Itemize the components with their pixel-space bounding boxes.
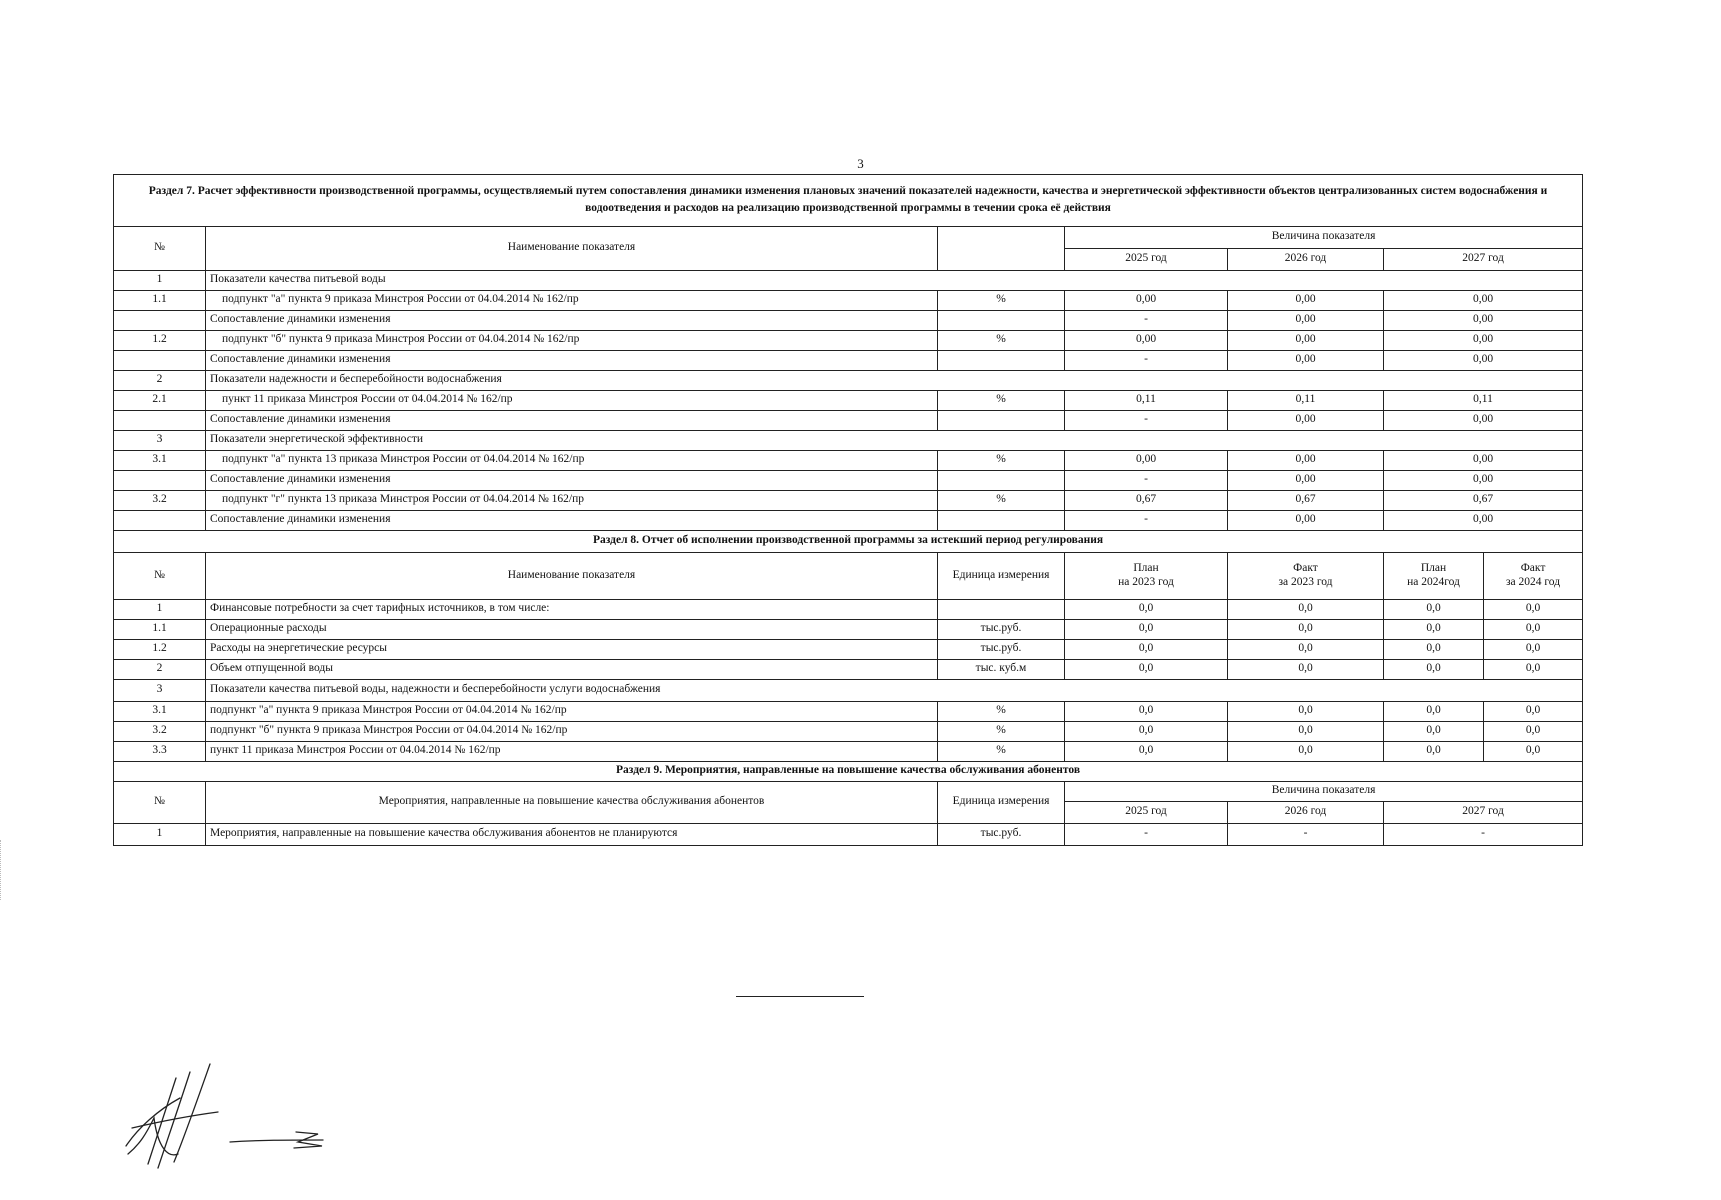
group-name: Показатели качества питьевой воды, надежности и бесперебойности услуги водоснабжения [206, 679, 1583, 701]
value-cell: 0,0 [1228, 599, 1384, 619]
value-cell: 0,0 [1065, 701, 1228, 721]
table-row [114, 721, 1583, 741]
table-row [114, 410, 1583, 430]
value-cell: 0,00 [1065, 290, 1228, 310]
value-cell: 0,67 [1228, 490, 1384, 510]
page-number: 3 [857, 156, 864, 171]
group-name: Показатели надежности и бесперебойности водоснабжения [206, 370, 1583, 390]
value-cell: 0,0 [1065, 721, 1228, 741]
value-cell: 0,00 [1384, 470, 1583, 490]
value-cell: 0,11 [1384, 390, 1583, 410]
value-cell: 0,00 [1228, 450, 1384, 470]
value-cell: 0,0 [1065, 659, 1228, 679]
table-row [114, 510, 1583, 530]
table-row [114, 310, 1583, 330]
value-cell: 0,00 [1228, 310, 1384, 330]
value-cell: - [1065, 823, 1228, 845]
unit-cell [938, 350, 1065, 370]
row-number: 1.1 [114, 619, 206, 639]
unit-cell: тыс.руб. [938, 639, 1065, 659]
header-unit: Единица измерения [938, 781, 1065, 823]
value-cell: 0,11 [1228, 390, 1384, 410]
value-cell: 0,0 [1228, 619, 1384, 639]
indicator-name: Расходы на энергетические ресурсы [206, 639, 938, 659]
value-cell: 0,00 [1228, 410, 1384, 430]
value-cell: 0,0 [1384, 659, 1484, 679]
value-cell: 0,67 [1065, 490, 1228, 510]
value-cell: 0,0 [1384, 721, 1484, 741]
unit-cell: тыс. куб.м [938, 659, 1065, 679]
unit-cell: тыс.руб. [938, 823, 1065, 845]
table-row [114, 823, 1583, 845]
value-cell: 0,00 [1065, 330, 1228, 350]
unit-cell [938, 410, 1065, 430]
row-number: 2 [114, 659, 206, 679]
row-number: 3.2 [114, 490, 206, 510]
row-number: 1.1 [114, 290, 206, 310]
value-cell: 0,0 [1228, 659, 1384, 679]
value-cell: 0,0 [1484, 659, 1583, 679]
row-number [114, 470, 206, 490]
value-cell: - [1065, 310, 1228, 330]
indicator-name: подпункт "а" пункта 9 приказа Минстроя России от 04.04.2014 № 162/пр [206, 290, 938, 310]
value-cell: 0,00 [1228, 330, 1384, 350]
value-cell: 0,0 [1384, 599, 1484, 619]
value-cell: 0,0 [1228, 639, 1384, 659]
header-name: Наименование показателя [206, 552, 938, 599]
unit-cell: % [938, 701, 1065, 721]
table-row [114, 270, 1583, 290]
section-7-title: Раздел 7. Расчет эффективности производственной программы, осуществляемый путем сопоставления динамики изменения плановых значений показателей надежности, качества и энергетической эффективности объектов централизованных систем водоснабжения и водоотведения и расходов на реализацию производственной программы в течении срока её действия [114, 175, 1583, 227]
unit-cell: % [938, 490, 1065, 510]
row-number: 1 [114, 599, 206, 619]
header-year: 2027 год [1384, 801, 1583, 823]
indicator-name: подпункт "а" пункта 13 приказа Минстроя России от 04.04.2014 № 162/пр [206, 450, 938, 470]
table-row [114, 701, 1583, 721]
table-row [114, 330, 1583, 350]
header-unit: Единица измерения [938, 552, 1065, 599]
value-cell: 0,0 [1484, 701, 1583, 721]
value-cell: - [1228, 823, 1384, 845]
row-number: 1 [114, 823, 206, 845]
indicator-name: пункт 11 приказа Минстроя России от 04.04.2014 № 162/пр [206, 741, 938, 761]
row-number: 3.1 [114, 701, 206, 721]
section-9-title: Раздел 9. Мероприятия, направленные на повышение качества обслуживания абонентов [114, 761, 1583, 781]
header-number: № [114, 552, 206, 599]
header-year: 2026 год [1228, 801, 1384, 823]
table-row [114, 659, 1583, 679]
unit-cell: тыс.руб. [938, 619, 1065, 639]
header-period [1484, 552, 1583, 599]
section-8-header-row [114, 552, 1583, 599]
unit-cell [938, 599, 1065, 619]
header-number: № [114, 226, 206, 270]
row-number: 1.2 [114, 330, 206, 350]
unit-cell [938, 470, 1065, 490]
table-row [114, 370, 1583, 390]
value-cell: - [1065, 470, 1228, 490]
table-row [114, 619, 1583, 639]
value-cell: 0,00 [1228, 470, 1384, 490]
table-body [114, 175, 1583, 846]
header-name: Мероприятия, направленные на повышение качества обслуживания абонентов [206, 781, 938, 823]
value-cell: 0,00 [1384, 310, 1583, 330]
header-value-group: Величина показателя [1065, 781, 1583, 801]
table-row [114, 390, 1583, 410]
report-table [113, 174, 1583, 846]
section-9-header-row [114, 781, 1583, 801]
header-period-kind: Факт [1293, 562, 1318, 575]
value-cell: 0,0 [1384, 639, 1484, 659]
indicator-name: подпункт "а" пункта 9 приказа Минстроя России от 04.04.2014 № 162/пр [206, 701, 938, 721]
row-number [114, 410, 206, 430]
table-row [114, 430, 1583, 450]
row-number: 2.1 [114, 390, 206, 410]
value-cell: - [1384, 823, 1583, 845]
unit-cell [938, 510, 1065, 530]
header-period [1065, 552, 1228, 599]
table-row [114, 639, 1583, 659]
measure-name: Мероприятия, направленные на повышение качества обслуживания абонентов не планируются [206, 823, 938, 845]
value-cell: 0,0 [1484, 639, 1583, 659]
row-number: 2 [114, 370, 206, 390]
header-period-year: на 2023 год [1118, 575, 1174, 588]
header-period-kind: Факт [1520, 562, 1546, 575]
row-number: 3 [114, 679, 206, 701]
value-cell: 0,00 [1228, 510, 1384, 530]
row-number [114, 510, 206, 530]
row-number: 3.2 [114, 721, 206, 741]
header-period-year: на 2024год [1407, 575, 1460, 588]
value-cell: 0,11 [1065, 390, 1228, 410]
value-cell: 0,0 [1384, 741, 1484, 761]
indicator-name: Сопоставление динамики изменения [206, 310, 938, 330]
indicator-name: Объем отпущенной воды [206, 659, 938, 679]
handwritten-signature [118, 1058, 358, 1174]
value-cell: 0,00 [1384, 510, 1583, 530]
row-number: 3 [114, 430, 206, 450]
section-7-title-row [114, 175, 1583, 227]
value-cell: - [1065, 410, 1228, 430]
indicator-name: Финансовые потребности за счет тарифных источников, в том числе: [206, 599, 938, 619]
value-cell: 0,0 [1065, 741, 1228, 761]
value-cell: 0,0 [1065, 639, 1228, 659]
value-cell: 0,0 [1484, 721, 1583, 741]
unit-cell: % [938, 290, 1065, 310]
row-number [114, 310, 206, 330]
value-cell: - [1065, 510, 1228, 530]
value-cell: 0,00 [1384, 410, 1583, 430]
indicator-name: подпункт "б" пункта 9 приказа Минстроя России от 04.04.2014 № 162/пр [206, 330, 938, 350]
header-period-kind: План [1133, 562, 1159, 575]
row-number: 1 [114, 270, 206, 290]
value-cell: 0,0 [1228, 701, 1384, 721]
row-number: 3.1 [114, 450, 206, 470]
section-7-header-row [114, 226, 1583, 248]
closing-rule [736, 996, 864, 997]
table-row [114, 490, 1583, 510]
row-number [114, 350, 206, 370]
value-cell: 0,0 [1384, 701, 1484, 721]
indicator-name: подпункт "б" пункта 9 приказа Минстроя России от 04.04.2014 № 162/пр [206, 721, 938, 741]
value-cell: 0,0 [1484, 741, 1583, 761]
section-8-title: Раздел 8. Отчет об исполнении производственной программы за истекший период регулирования [114, 530, 1583, 552]
value-cell: 0,00 [1384, 290, 1583, 310]
value-cell: 0,0 [1484, 619, 1583, 639]
unit-cell: % [938, 721, 1065, 741]
scan-margin-mark [0, 840, 5, 900]
value-cell: 0,0 [1065, 619, 1228, 639]
table-row [114, 470, 1583, 490]
indicator-name: Сопоставление динамики изменения [206, 510, 938, 530]
value-cell: 0,0 [1228, 741, 1384, 761]
indicator-name: Сопоставление динамики изменения [206, 350, 938, 370]
header-year: 2025 год [1065, 801, 1228, 823]
indicator-name: подпункт "г" пункта 13 приказа Минстроя России от 04.04.2014 № 162/пр [206, 490, 938, 510]
document-body [113, 174, 1582, 846]
table-row [114, 741, 1583, 761]
value-cell: 0,00 [1228, 350, 1384, 370]
value-cell: 0,00 [1065, 450, 1228, 470]
value-cell: 0,00 [1384, 450, 1583, 470]
value-cell: 0,0 [1065, 599, 1228, 619]
value-cell: 0,0 [1384, 619, 1484, 639]
table-row [114, 350, 1583, 370]
value-cell: 0,0 [1484, 599, 1583, 619]
unit-cell: % [938, 330, 1065, 350]
header-year: 2027 год [1384, 248, 1583, 270]
table-row [114, 679, 1583, 701]
header-period [1228, 552, 1384, 599]
row-number: 1.2 [114, 639, 206, 659]
unit-cell: % [938, 741, 1065, 761]
indicator-name: Сопоставление динамики изменения [206, 470, 938, 490]
section-9-title-row [114, 761, 1583, 781]
group-name: Показатели качества питьевой воды [206, 270, 1583, 290]
header-period-year: за 2024 год [1505, 575, 1561, 588]
unit-cell: % [938, 450, 1065, 470]
header-year: 2025 год [1065, 248, 1228, 270]
indicator-name: Сопоставление динамики изменения [206, 410, 938, 430]
header-name: Наименование показателя [206, 226, 938, 270]
unit-cell [938, 310, 1065, 330]
table-row [114, 290, 1583, 310]
table-row [114, 450, 1583, 470]
value-cell: 0,00 [1384, 350, 1583, 370]
header-year: 2026 год [1228, 248, 1384, 270]
value-cell: 0,00 [1384, 330, 1583, 350]
table-row [114, 599, 1583, 619]
indicator-name: Операционные расходы [206, 619, 938, 639]
value-cell: - [1065, 350, 1228, 370]
header-value-group: Величина показателя [1065, 226, 1583, 248]
unit-cell: % [938, 390, 1065, 410]
header-period-year: за 2023 год [1278, 575, 1333, 588]
header-period [1384, 552, 1484, 599]
value-cell: 0,0 [1228, 721, 1384, 741]
header-unit [938, 226, 1065, 270]
indicator-name: пункт 11 приказа Минстроя России от 04.04.2014 № 162/пр [206, 390, 938, 410]
group-name: Показатели энергетической эффективности [206, 430, 1583, 450]
section-8-title-row [114, 530, 1583, 552]
header-number: № [114, 781, 206, 823]
header-period-kind: План [1420, 562, 1447, 575]
row-number: 3.3 [114, 741, 206, 761]
value-cell: 0,00 [1228, 290, 1384, 310]
value-cell: 0,67 [1384, 490, 1583, 510]
